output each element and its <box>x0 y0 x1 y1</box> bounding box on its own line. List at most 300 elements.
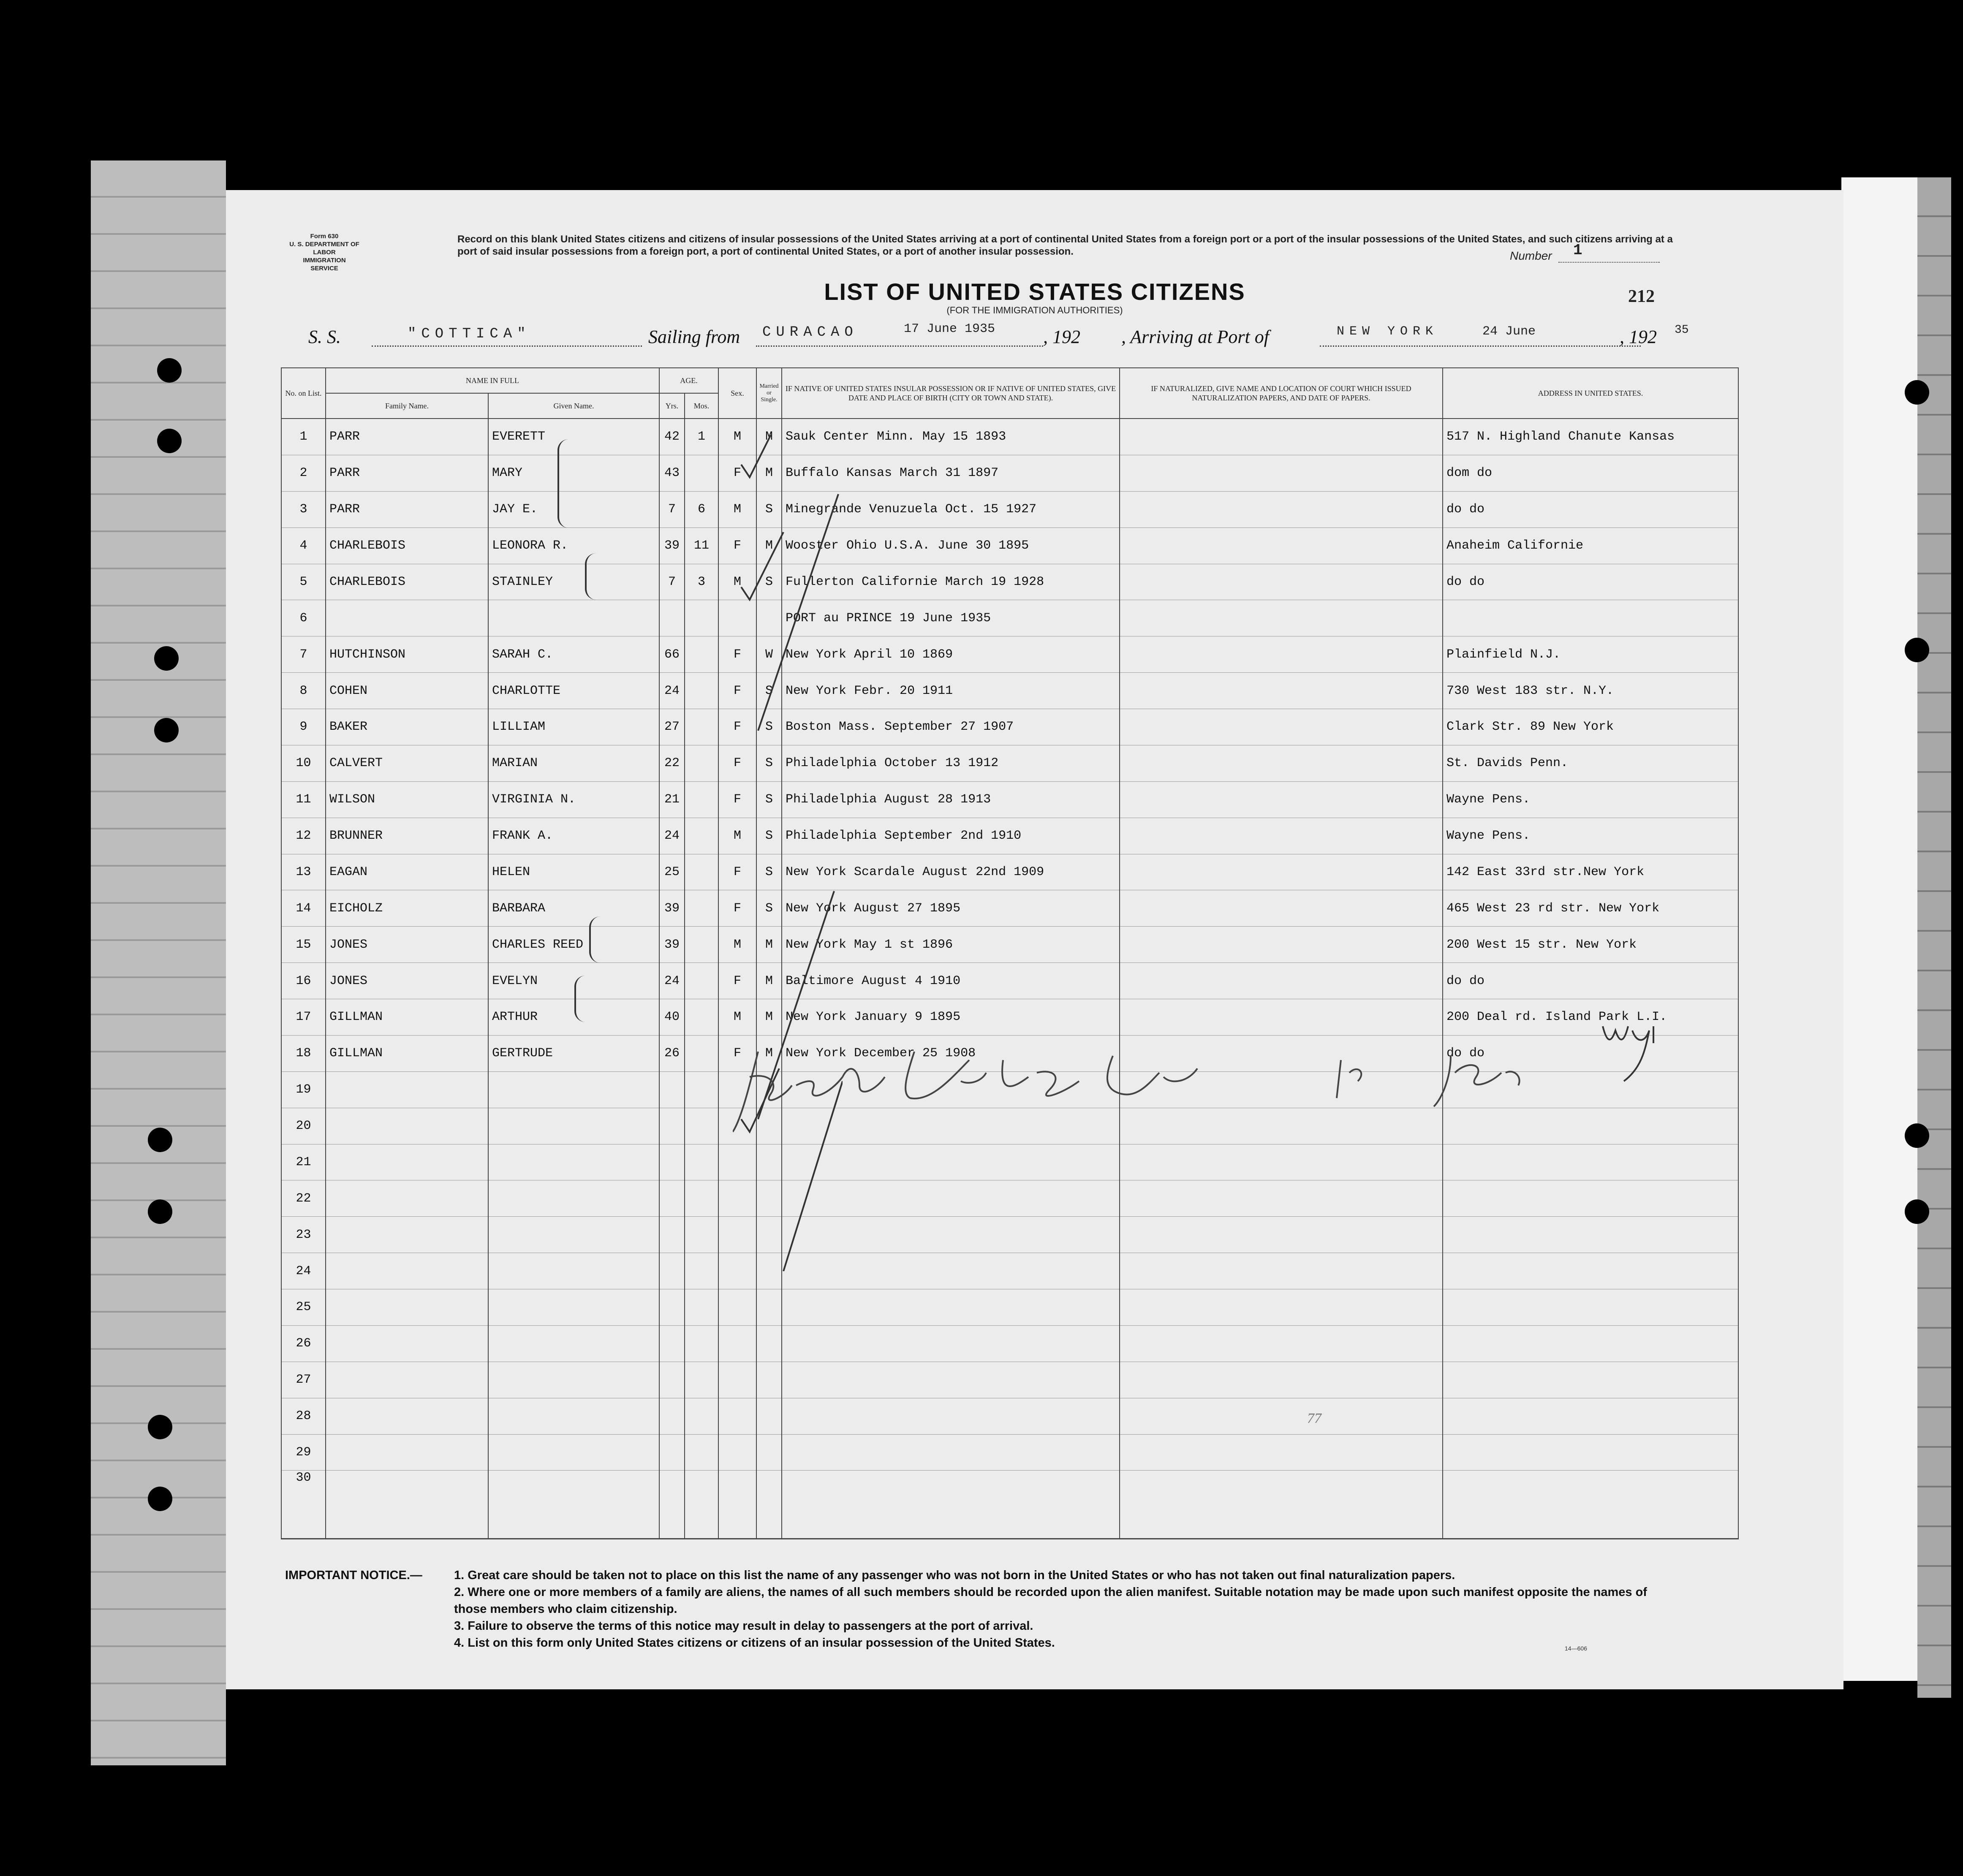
age-months-cell: 11 <box>685 527 718 564</box>
us-address-cell <box>1443 1362 1738 1398</box>
punch-hole <box>1905 1123 1929 1148</box>
list-number-cell: 13 <box>281 854 326 890</box>
marital-status-cell: M <box>756 999 782 1036</box>
marital-status-cell: S <box>756 854 782 890</box>
age-months-cell <box>685 854 718 890</box>
naturalization-cell <box>1120 1471 1443 1539</box>
family-name-cell <box>326 600 488 636</box>
age-years-cell <box>659 1362 685 1398</box>
table-row <box>281 781 1738 818</box>
ss-label: S. S. <box>308 326 341 347</box>
age-months-cell <box>685 1398 718 1434</box>
naturalization-cell <box>1120 636 1443 673</box>
col-header-mos: Mos. <box>685 393 718 419</box>
sex-cell: M <box>718 419 756 455</box>
col-header-family-name: Family Name. <box>326 393 488 419</box>
age-months-cell: 1 <box>685 419 718 455</box>
list-number-cell: 30 <box>281 1471 326 1539</box>
family-bracket <box>589 916 600 963</box>
list-number-cell: 28 <box>281 1398 326 1434</box>
us-address-cell: Wayne Pens. <box>1443 818 1738 854</box>
age-years-cell: 39 <box>659 927 685 963</box>
notice-item-4: 4. List on this form only United States citizens or citizens of an insular possession of the United States. <box>454 1636 1055 1650</box>
table-row <box>281 890 1738 927</box>
sex-cell <box>718 1434 756 1471</box>
signature-image <box>733 1035 1620 1178</box>
given-name-cell: BARBARA <box>488 890 659 927</box>
given-name-cell <box>488 1398 659 1434</box>
age-years-cell <box>659 1325 685 1362</box>
age-years-cell: 24 <box>659 818 685 854</box>
age-years-cell: 42 <box>659 419 685 455</box>
birth-place-date-cell: New York May 1 st 1896 <box>782 927 1120 963</box>
sex-cell: F <box>718 963 756 999</box>
age-months-cell <box>685 1434 718 1471</box>
instructions-text: Record on this blank United States citizens and citizens of insular possessions of the United States arriving at a port of continental United States from a foreign port or a port of the insular possessions of the United States, and such citizens arriving at a port of said insular possessions from a foreign port, a port of continental United States, or a port of another insular possession. <box>457 234 1673 257</box>
list-number-cell: 25 <box>281 1289 326 1326</box>
check-stroke <box>758 494 838 731</box>
family-name-cell: BRUNNER <box>326 818 488 854</box>
service-name: IMMIGRATION SERVICE <box>303 257 346 272</box>
marital-status-cell <box>756 1289 782 1326</box>
punch-hole <box>148 1487 172 1511</box>
us-address-cell <box>1443 1325 1738 1362</box>
given-name-cell <box>488 1180 659 1217</box>
birth-place-date-cell: New York Scardale August 22nd 1909 <box>782 854 1120 890</box>
sex-cell: M <box>718 818 756 854</box>
sex-cell: M <box>718 999 756 1036</box>
given-name-cell <box>488 1362 659 1398</box>
naturalization-cell <box>1120 854 1443 890</box>
naturalization-cell <box>1120 673 1443 709</box>
marital-status-cell <box>756 1434 782 1471</box>
marital-status-cell <box>756 1325 782 1362</box>
birth-place-date-cell: Philadelphia October 13 1912 <box>782 745 1120 781</box>
us-address-cell <box>1443 1289 1738 1326</box>
year-prefix-2: , 192 <box>1620 326 1657 347</box>
check-mark <box>741 532 783 600</box>
table-row <box>281 818 1738 854</box>
marital-status-cell: S <box>756 709 782 745</box>
us-address-cell: 200 Deal rd. Island Park L.I. <box>1443 999 1738 1036</box>
table-row <box>281 1289 1738 1326</box>
marital-status-cell <box>756 1398 782 1434</box>
arriving-label: , Arriving at Port of <box>1121 326 1269 347</box>
table-row <box>281 1471 1738 1539</box>
check-mark <box>741 435 771 477</box>
arrival-date: 24 June <box>1482 324 1536 339</box>
sailing-date: 17 June 1935 <box>904 322 995 336</box>
age-years-cell: 25 <box>659 854 685 890</box>
given-name-cell: JAY E. <box>488 491 659 527</box>
us-address-cell: St. Davids Penn. <box>1443 745 1738 781</box>
sex-cell: F <box>718 854 756 890</box>
age-years-cell <box>659 1217 685 1253</box>
given-name-cell: FRANK A. <box>488 818 659 854</box>
age-months-cell <box>685 890 718 927</box>
marital-status-cell: S <box>756 818 782 854</box>
family-name-cell: CHARLEBOIS <box>326 564 488 600</box>
naturalization-cell <box>1120 781 1443 818</box>
us-address-cell: Clark Str. 89 New York <box>1443 709 1738 745</box>
col-header-married: Married or Single. <box>756 368 782 419</box>
naturalization-cell <box>1120 963 1443 999</box>
page-title: LIST OF UNITED STATES CITIZENS <box>824 278 1245 305</box>
sex-cell: F <box>718 745 756 781</box>
given-name-cell <box>488 1071 659 1108</box>
age-years-cell: 43 <box>659 455 685 491</box>
col-header-yrs: Yrs. <box>659 393 685 419</box>
list-number-cell: 3 <box>281 491 326 527</box>
age-months-cell <box>685 1471 718 1539</box>
us-address-cell: Plainfield N.J. <box>1443 636 1738 673</box>
family-name-cell <box>326 1253 488 1289</box>
given-name-cell: EVELYN <box>488 963 659 999</box>
birth-place-date-cell: New York Febr. 20 1911 <box>782 673 1120 709</box>
table-row <box>281 709 1738 745</box>
age-years-cell <box>659 1180 685 1217</box>
table-row <box>281 1180 1738 1217</box>
year-suffix: 35 <box>1675 324 1689 337</box>
notice-item-3: 3. Failure to observe the terms of this notice may result in delay to passengers at the port of arrival. <box>454 1619 1033 1633</box>
form-code: 14—606 <box>1565 1645 1587 1652</box>
marital-status-cell: M <box>756 963 782 999</box>
form-number: Form 630 <box>310 233 339 240</box>
sex-cell: F <box>718 781 756 818</box>
age-months-cell <box>685 1071 718 1108</box>
given-name-cell: MARY <box>488 455 659 491</box>
naturalization-cell <box>1120 709 1443 745</box>
list-number-cell: 15 <box>281 927 326 963</box>
family-name-cell: CALVERT <box>326 745 488 781</box>
age-months-cell <box>685 1325 718 1362</box>
birth-place-date-cell: New York January 9 1895 <box>782 999 1120 1036</box>
col-header-sex: Sex. <box>718 368 756 419</box>
age-months-cell <box>685 1144 718 1180</box>
list-number-cell: 21 <box>281 1144 326 1180</box>
naturalization-cell <box>1120 527 1443 564</box>
list-number-cell: 6 <box>281 600 326 636</box>
punch-hole <box>1905 380 1929 405</box>
age-months-cell <box>685 927 718 963</box>
age-years-cell: 24 <box>659 673 685 709</box>
marital-status-cell <box>756 1362 782 1398</box>
marital-status-cell: S <box>756 890 782 927</box>
left-binder-strip <box>91 160 226 1765</box>
table-row <box>281 1217 1738 1253</box>
list-number-cell: 18 <box>281 1035 326 1071</box>
birth-place-date-cell: PORT au PRINCE 19 June 1935 <box>782 600 1120 636</box>
family-name-cell: COHEN <box>326 673 488 709</box>
age-months-cell <box>685 1180 718 1217</box>
us-address-cell: do do <box>1443 1035 1738 1071</box>
table-row <box>281 455 1738 491</box>
us-address-cell: do do <box>1443 963 1738 999</box>
age-years-cell <box>659 1289 685 1326</box>
family-name-cell: JONES <box>326 927 488 963</box>
col-header-given-name: Given Name. <box>488 393 659 419</box>
arrival-line <box>1320 345 1641 347</box>
given-name-cell: GERTRUDE <box>488 1035 659 1071</box>
age-years-cell: 66 <box>659 636 685 673</box>
sex-cell: F <box>718 709 756 745</box>
table-row <box>281 1434 1738 1471</box>
age-months-cell <box>685 999 718 1036</box>
family-name-cell <box>326 1398 488 1434</box>
list-number-cell: 1 <box>281 419 326 455</box>
manifest-page <box>226 190 1843 1689</box>
notice-item-2: 2. Where one or more members of a family are aliens, the names of all such members should be recorded upon the alien manifest. Suitable notation may be made upon such manifest opposite the names of those members who claim citizenship. <box>454 1585 1647 1616</box>
age-years-cell: 7 <box>659 491 685 527</box>
sex-cell: M <box>718 491 756 527</box>
list-number-cell: 7 <box>281 636 326 673</box>
us-address-cell <box>1443 1434 1738 1471</box>
family-name-cell <box>326 1362 488 1398</box>
family-name-cell: GILLMAN <box>326 999 488 1036</box>
punch-hole <box>157 358 182 383</box>
marital-status-cell: S <box>756 564 782 600</box>
age-months-cell <box>685 963 718 999</box>
us-address-cell: 465 West 23 rd str. New York <box>1443 890 1738 927</box>
list-number-cell: 17 <box>281 999 326 1036</box>
birth-place-date-cell: New York August 27 1895 <box>782 890 1120 927</box>
age-months-cell <box>685 673 718 709</box>
age-months-cell <box>685 1253 718 1289</box>
table-row <box>281 636 1738 673</box>
us-address-cell: Wayne Pens. <box>1443 781 1738 818</box>
sex-cell: M <box>718 927 756 963</box>
number-underline <box>1558 262 1660 263</box>
marital-status-cell: M <box>756 419 782 455</box>
list-number-cell: 22 <box>281 1180 326 1217</box>
birth-place-date-cell <box>782 1471 1120 1539</box>
age-years-cell <box>659 1398 685 1434</box>
col-header-birth: IF NATIVE OF UNITED STATES INSULAR POSSESSION OR IF NATIVE OF UNITED STATES, GIVE DATE AND PLACE OF BIRTH (CITY OR TOWN AND STATE). <box>782 368 1120 419</box>
table-row <box>281 1362 1738 1398</box>
list-number-cell: 27 <box>281 1362 326 1398</box>
list-number-cell: 4 <box>281 527 326 564</box>
family-name-cell <box>326 1471 488 1539</box>
age-years-cell <box>659 1434 685 1471</box>
list-number-cell: 8 <box>281 673 326 709</box>
us-address-cell: 730 West 183 str. N.Y. <box>1443 673 1738 709</box>
age-months-cell: 6 <box>685 491 718 527</box>
marital-status-cell: S <box>756 781 782 818</box>
age-years-cell <box>659 1108 685 1144</box>
age-years-cell: 40 <box>659 999 685 1036</box>
given-name-cell <box>488 1108 659 1144</box>
given-name-cell <box>488 1217 659 1253</box>
given-name-cell: HELEN <box>488 854 659 890</box>
sex-cell: F <box>718 636 756 673</box>
family-name-cell: PARR <box>326 455 488 491</box>
given-name-cell: VIRGINIA N. <box>488 781 659 818</box>
us-address-cell <box>1443 600 1738 636</box>
family-name-cell <box>326 1108 488 1144</box>
naturalization-cell <box>1120 491 1443 527</box>
col-header-naturalized: IF NATURALIZED, GIVE NAME AND LOCATION OF COURT WHICH ISSUED NATURALIZATION PAPERS, AND DATE OF PAPERS. <box>1120 368 1443 419</box>
us-address-cell <box>1443 1180 1738 1217</box>
family-bracket <box>557 439 568 528</box>
table-row <box>281 745 1738 781</box>
birth-place-date-cell: Sauk Center Minn. May 15 1893 <box>782 419 1120 455</box>
us-address-cell <box>1443 1398 1738 1434</box>
naturalization-cell <box>1120 564 1443 600</box>
page-subtitle: (FOR THE IMMIGRATION AUTHORITIES) <box>946 305 1123 315</box>
passenger-table <box>281 367 1739 1539</box>
page-number: 212 <box>1628 287 1655 306</box>
us-address-cell: 142 East 33rd str.New York <box>1443 854 1738 890</box>
us-address-cell: 200 West 15 str. New York <box>1443 927 1738 963</box>
age-years-cell: 21 <box>659 781 685 818</box>
age-months-cell <box>685 455 718 491</box>
marital-status-cell: M <box>756 455 782 491</box>
naturalization-cell <box>1120 1362 1443 1398</box>
family-name-cell: PARR <box>326 491 488 527</box>
age-months-cell <box>685 1108 718 1144</box>
birth-place-date-cell <box>782 1362 1120 1398</box>
age-years-cell <box>659 1144 685 1180</box>
given-name-cell: ARTHUR <box>488 999 659 1036</box>
family-name-cell <box>326 1144 488 1180</box>
marital-status-cell: M <box>756 927 782 963</box>
table-row <box>281 999 1738 1036</box>
list-number-cell: 11 <box>281 781 326 818</box>
birth-place-date-cell: Philadelphia August 28 1913 <box>782 781 1120 818</box>
list-number-cell: 16 <box>281 963 326 999</box>
given-name-cell: CHARLES REED <box>488 927 659 963</box>
sex-cell: F <box>718 527 756 564</box>
punch-hole <box>148 1415 172 1439</box>
table-row <box>281 564 1738 600</box>
sex-cell: F <box>718 890 756 927</box>
marital-status-cell: W <box>756 636 782 673</box>
us-address-cell: 517 N. Highland Chanute Kansas <box>1443 419 1738 455</box>
age-years-cell: 39 <box>659 527 685 564</box>
list-number-cell: 23 <box>281 1217 326 1253</box>
family-name-cell <box>326 1325 488 1362</box>
naturalization-cell <box>1120 455 1443 491</box>
given-name-cell: STAINLEY <box>488 564 659 600</box>
ship-name-line <box>372 345 642 347</box>
family-name-cell: HUTCHINSON <box>326 636 488 673</box>
naturalization-cell <box>1120 818 1443 854</box>
arrival-port: NEW YORK <box>1337 324 1438 339</box>
birth-place-date-cell: Philadelphia September 2nd 1910 <box>782 818 1120 854</box>
naturalization-cell <box>1120 1289 1443 1326</box>
sex-cell: F <box>718 673 756 709</box>
sex-cell: F <box>718 1035 756 1071</box>
col-header-no: No. on List. <box>281 368 326 419</box>
birth-place-date-cell: Fullerton Californie March 19 1928 <box>782 564 1120 600</box>
list-number-cell: 29 <box>281 1434 326 1471</box>
sex-cell <box>718 1362 756 1398</box>
birth-place-date-cell: Boston Mass. September 27 1907 <box>782 709 1120 745</box>
given-name-cell: MARIAN <box>488 745 659 781</box>
age-years-cell <box>659 600 685 636</box>
table-row <box>281 1253 1738 1289</box>
col-header-address: ADDRESS IN UNITED STATES. <box>1443 368 1738 419</box>
sex-cell <box>718 1289 756 1326</box>
age-years-cell <box>659 1253 685 1289</box>
given-name-cell: EVERETT <box>488 419 659 455</box>
punch-hole <box>1905 638 1929 662</box>
naturalization-cell <box>1120 890 1443 927</box>
naturalization-cell <box>1120 1398 1443 1434</box>
marital-status-cell: M <box>756 1035 782 1071</box>
age-months-cell <box>685 781 718 818</box>
age-years-cell <box>659 1471 685 1539</box>
family-name-cell: PARR <box>326 419 488 455</box>
naturalization-cell <box>1120 999 1443 1036</box>
us-address-cell: do do <box>1443 564 1738 600</box>
age-months-cell <box>685 1362 718 1398</box>
naturalization-cell <box>1120 419 1443 455</box>
list-number-cell: 12 <box>281 818 326 854</box>
table-row <box>281 527 1738 564</box>
sex-cell: F <box>718 455 756 491</box>
marital-status-cell <box>756 1471 782 1539</box>
naturalization-cell <box>1120 1217 1443 1253</box>
ship-name: "COTTICA" <box>408 326 531 342</box>
page-mark: 77 <box>1307 1411 1321 1426</box>
age-years-cell: 39 <box>659 890 685 927</box>
given-name-cell <box>488 600 659 636</box>
marital-status-cell: S <box>756 491 782 527</box>
family-name-cell: GILLMAN <box>326 1035 488 1071</box>
age-years-cell: 22 <box>659 745 685 781</box>
family-name-cell: BAKER <box>326 709 488 745</box>
punch-hole <box>154 646 179 671</box>
list-number-cell: 26 <box>281 1325 326 1362</box>
initials-mark <box>1599 1018 1708 1092</box>
birth-place-date-cell: Minegrande Venuzuela Oct. 15 1927 <box>782 491 1120 527</box>
family-name-cell: WILSON <box>326 781 488 818</box>
sex-cell <box>718 1398 756 1434</box>
birth-place-date-cell <box>782 1325 1120 1362</box>
age-months-cell <box>685 636 718 673</box>
given-name-cell: SARAH C. <box>488 636 659 673</box>
us-address-cell: dom do <box>1443 455 1738 491</box>
age-years-cell: 27 <box>659 709 685 745</box>
sex-cell: M <box>718 564 756 600</box>
given-name-cell <box>488 1289 659 1326</box>
punch-hole <box>148 1128 172 1152</box>
notice-item-1: 1. Great care should be taken not to place on this list the name of any passenger who was not born in the United States or who has not taken out final naturalization papers. <box>454 1569 1455 1582</box>
sex-cell <box>718 1471 756 1539</box>
birth-place-date-cell: Buffalo Kansas March 31 1897 <box>782 455 1120 491</box>
naturalization-cell <box>1120 1325 1443 1362</box>
list-number-cell: 24 <box>281 1253 326 1289</box>
given-name-cell <box>488 1471 659 1539</box>
naturalization-cell <box>1120 927 1443 963</box>
family-name-cell <box>326 1071 488 1108</box>
list-number-cell: 20 <box>281 1108 326 1144</box>
table-row <box>281 1398 1738 1434</box>
initials-image <box>1599 1018 1708 1090</box>
list-number-cell: 14 <box>281 890 326 927</box>
department-name: U. S. DEPARTMENT OF LABOR <box>289 241 359 256</box>
punch-hole <box>154 718 179 742</box>
birth-place-date-cell <box>782 1289 1120 1326</box>
table-row <box>281 854 1738 890</box>
sailing-line <box>756 345 1043 347</box>
sailing-port: CURACAO <box>762 324 858 340</box>
given-name-cell <box>488 1253 659 1289</box>
us-address-cell <box>1443 1253 1738 1289</box>
year-prefix-1: , 192 <box>1043 326 1080 347</box>
table-row <box>281 491 1738 527</box>
